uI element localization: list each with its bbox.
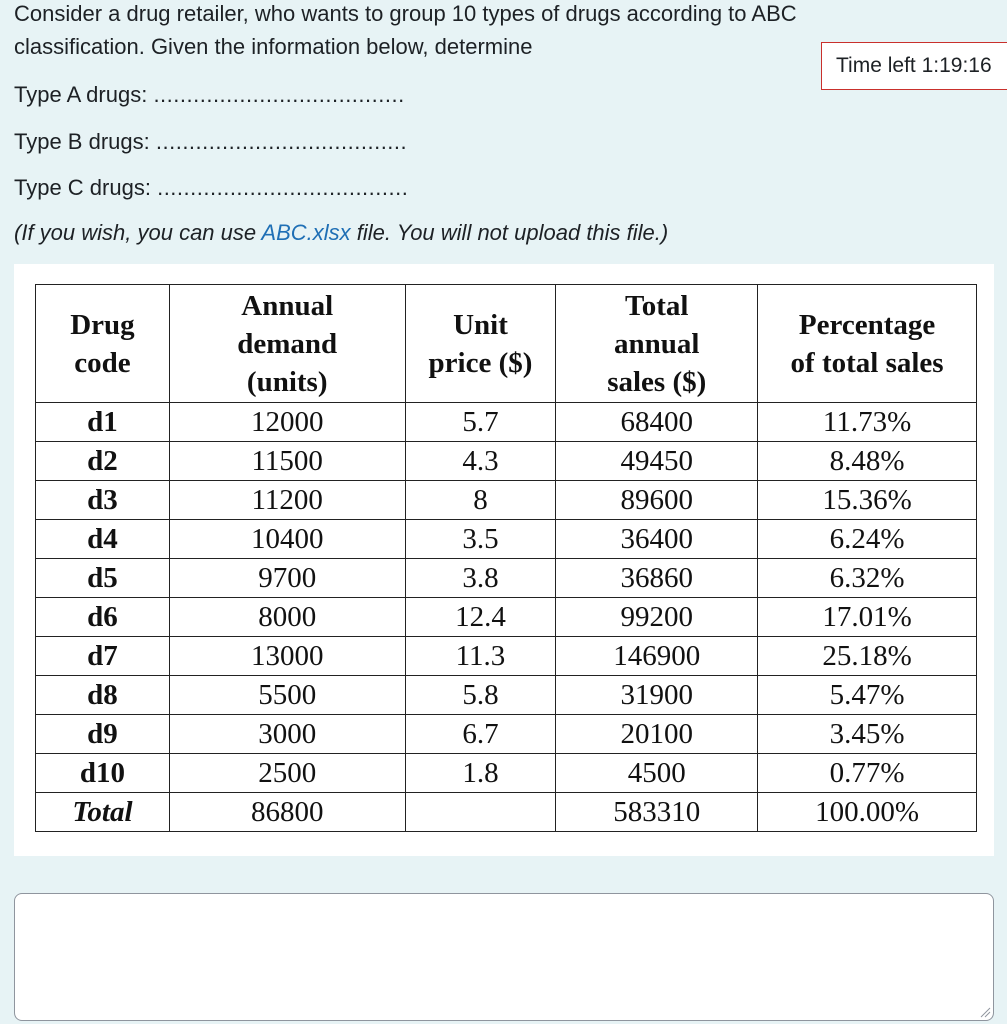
cell-price: 3.5 [405, 520, 556, 559]
table-row [36, 559, 977, 598]
cell-price: 5.8 [405, 676, 556, 715]
answer-textarea[interactable] [14, 893, 994, 1021]
cell-pct: 0.77% [758, 754, 977, 793]
cell-pct: 6.24% [758, 520, 977, 559]
cell-code: d8 [36, 676, 170, 715]
cell-demand: 13000 [169, 637, 405, 676]
cell-pct: 3.45% [758, 715, 977, 754]
header-drug-code: Drug code [36, 285, 170, 403]
cell-total-demand: 86800 [169, 793, 405, 832]
cell-total-label: Total [36, 793, 170, 832]
cell-demand: 5500 [169, 676, 405, 715]
type-a-line [14, 82, 405, 108]
type-c-line [14, 175, 408, 201]
cell-sales: 146900 [556, 637, 758, 676]
cell-sales: 36400 [556, 520, 758, 559]
time-left-badge: Time left 1:19:16 [821, 42, 1007, 90]
cell-price: 8 [405, 481, 556, 520]
cell-price: 4.3 [405, 442, 556, 481]
header-unit-price: Unit price ($) [405, 285, 556, 403]
cell-total-sales: 583310 [556, 793, 758, 832]
question-line-1: Consider a drug retailer, who wants to group 10 types of drugs according to ABC [14, 1, 797, 26]
cell-price: 1.8 [405, 754, 556, 793]
type-a-label: Type A drugs: [14, 82, 148, 107]
drug-table [35, 284, 977, 832]
type-b-blank: ...................................... [155, 129, 408, 154]
cell-total-pct: 100.00% [758, 793, 977, 832]
type-b-label: Type B drugs: [14, 129, 150, 154]
cell-demand: 9700 [169, 559, 405, 598]
cell-code: d7 [36, 637, 170, 676]
cell-pct: 11.73% [758, 403, 977, 442]
cell-code: d1 [36, 403, 170, 442]
type-b-line [14, 129, 407, 155]
cell-code: d2 [36, 442, 170, 481]
table-row [36, 520, 977, 559]
cell-code: d3 [36, 481, 170, 520]
table-row [36, 442, 977, 481]
cell-demand: 3000 [169, 715, 405, 754]
cell-price: 11.3 [405, 637, 556, 676]
cell-demand: 11200 [169, 481, 405, 520]
resize-grip-icon[interactable] [979, 1006, 991, 1018]
cell-sales: 31900 [556, 676, 758, 715]
type-c-blank: ...................................... [157, 175, 409, 200]
type-c-label: Type C drugs: [14, 175, 151, 200]
table-header-row [36, 285, 977, 403]
cell-price: 5.7 [405, 403, 556, 442]
table-row [36, 754, 977, 793]
cell-code: d10 [36, 754, 170, 793]
cell-demand: 8000 [169, 598, 405, 637]
cell-sales: 4500 [556, 754, 758, 793]
cell-price: 3.8 [405, 559, 556, 598]
cell-pct: 15.36% [758, 481, 977, 520]
cell-sales: 36860 [556, 559, 758, 598]
header-percentage: Percentage of total sales [758, 285, 977, 403]
hint-suffix: file. You will not upload this file.) [350, 220, 669, 245]
type-a-blank: ...................................... [153, 82, 405, 107]
table-image-panel [14, 264, 994, 856]
header-annual-demand: Annual demand (units) [169, 285, 405, 403]
cell-price: 12.4 [405, 598, 556, 637]
hint-prefix: (If you wish, you can use [14, 220, 262, 245]
table-row [36, 637, 977, 676]
cell-pct: 5.47% [758, 676, 977, 715]
table-row [36, 715, 977, 754]
cell-sales: 49450 [556, 442, 758, 481]
cell-demand: 10400 [169, 520, 405, 559]
cell-sales: 68400 [556, 403, 758, 442]
cell-code: d4 [36, 520, 170, 559]
cell-demand: 2500 [169, 754, 405, 793]
table-row [36, 481, 977, 520]
question-line-2: classification. Given the information below, determine [14, 34, 533, 59]
cell-sales: 99200 [556, 598, 758, 637]
cell-total-price [405, 793, 556, 832]
table-row [36, 598, 977, 637]
cell-pct: 25.18% [758, 637, 977, 676]
cell-price: 6.7 [405, 715, 556, 754]
table-row [36, 403, 977, 442]
header-total-sales: Total annual sales ($) [556, 285, 758, 403]
cell-code: d9 [36, 715, 170, 754]
table-row [36, 676, 977, 715]
table-total-row [36, 793, 977, 832]
cell-code: d5 [36, 559, 170, 598]
file-hint [14, 220, 668, 246]
cell-pct: 6.32% [758, 559, 977, 598]
cell-pct: 8.48% [758, 442, 977, 481]
cell-pct: 17.01% [758, 598, 977, 637]
cell-sales: 20100 [556, 715, 758, 754]
cell-code: d6 [36, 598, 170, 637]
cell-demand: 11500 [169, 442, 405, 481]
abc-xlsx-link[interactable]: ABC.xlsx [261, 220, 351, 245]
cell-sales: 89600 [556, 481, 758, 520]
cell-demand: 12000 [169, 403, 405, 442]
